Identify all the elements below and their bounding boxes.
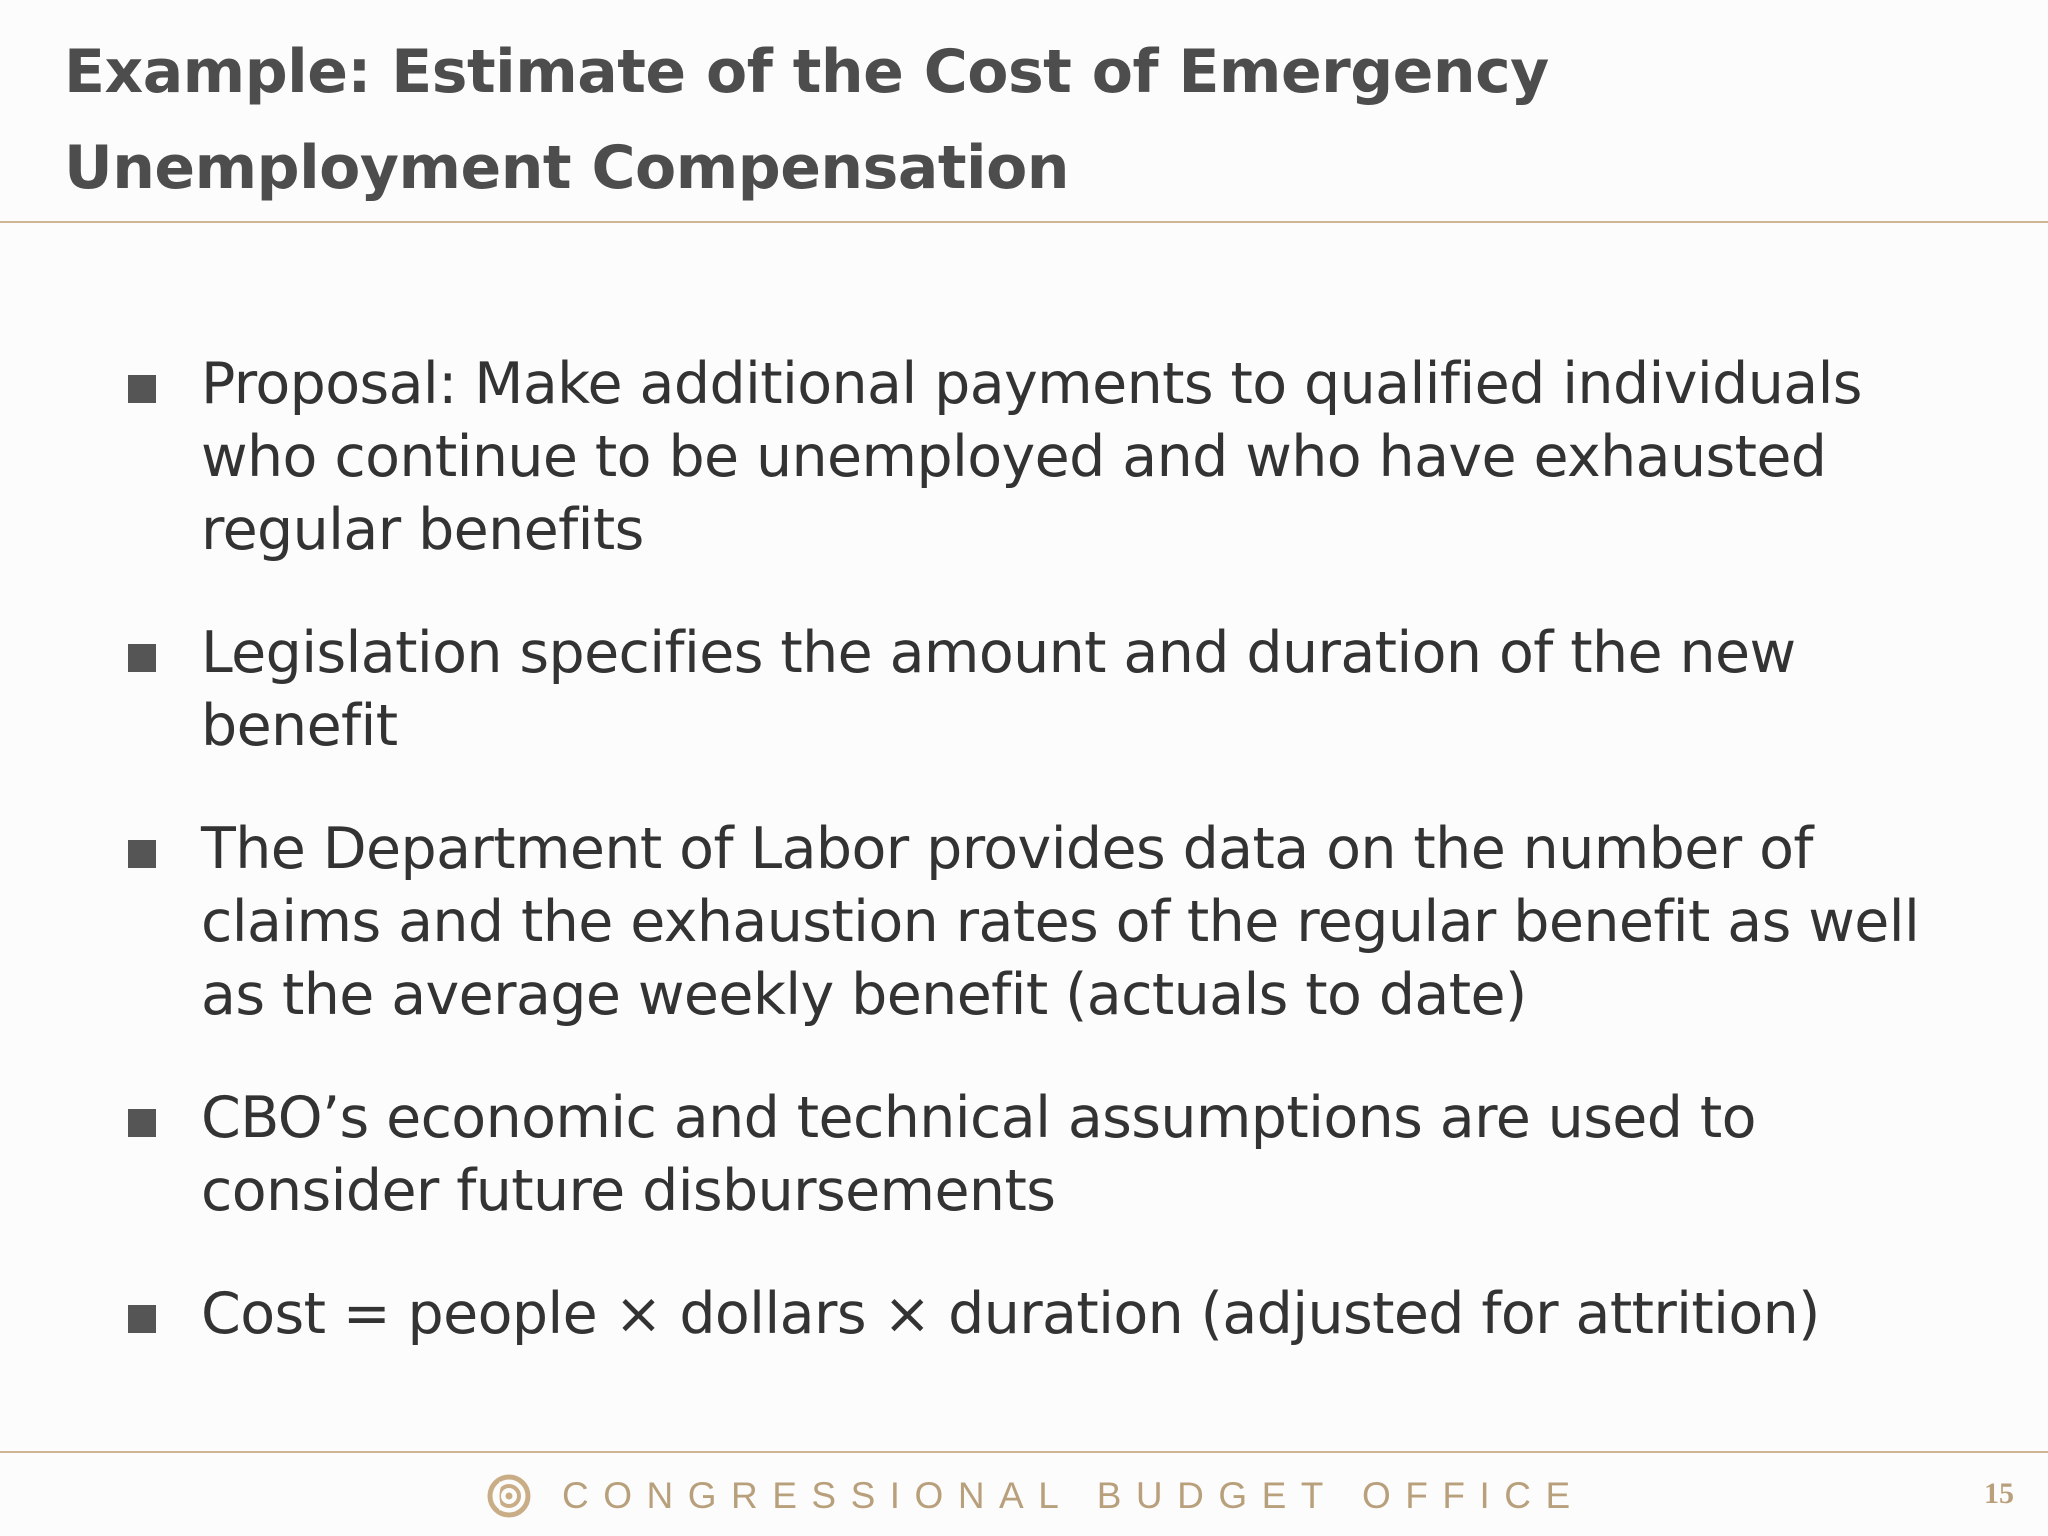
- bullet-item: [128, 1082, 1988, 1228]
- footer-divider: [0, 1451, 2048, 1453]
- slide-title-line-1: Example: Estimate of the Cost of Emergency: [64, 37, 1549, 107]
- square-bullet-icon: [128, 644, 156, 672]
- slide-title: [64, 24, 1944, 216]
- bullet-text: The Department of Labor provides data on the number of claims and the exhaustion rates of the regular benefit as well as the average weekly benefit (actuals to date): [201, 816, 1920, 1028]
- cbo-seal-icon: [487, 1474, 531, 1518]
- title-divider: [0, 221, 2048, 223]
- square-bullet-icon: [128, 840, 156, 868]
- bullet-item: [128, 617, 1988, 763]
- footer-organization-name: CONGRESSIONAL BUDGET OFFICE: [562, 1475, 1585, 1516]
- bullet-text: Cost = people × dollars × duration (adjusted for attrition): [201, 1281, 1820, 1347]
- bullet-item: [128, 813, 1988, 1032]
- bullet-text: CBO’s economic and technical assumptions are used to consider future disbursements: [201, 1085, 1756, 1224]
- bullet-item: [128, 1278, 1988, 1351]
- bullet-text: Legislation specifies the amount and duration of the new benefit: [201, 620, 1796, 759]
- square-bullet-icon: [128, 1305, 156, 1333]
- bullet-item: [128, 348, 1988, 567]
- bullet-text: Proposal: Make additional payments to qualified individuals who continue to be unemployed and who have exhausted regular benefits: [201, 351, 1862, 563]
- bullet-list: [128, 348, 1988, 1401]
- slide-title-line-2: Unemployment Compensation: [64, 133, 1070, 203]
- square-bullet-icon: [128, 1109, 156, 1137]
- square-bullet-icon: [128, 375, 156, 403]
- page-number: 15: [1984, 1477, 2014, 1510]
